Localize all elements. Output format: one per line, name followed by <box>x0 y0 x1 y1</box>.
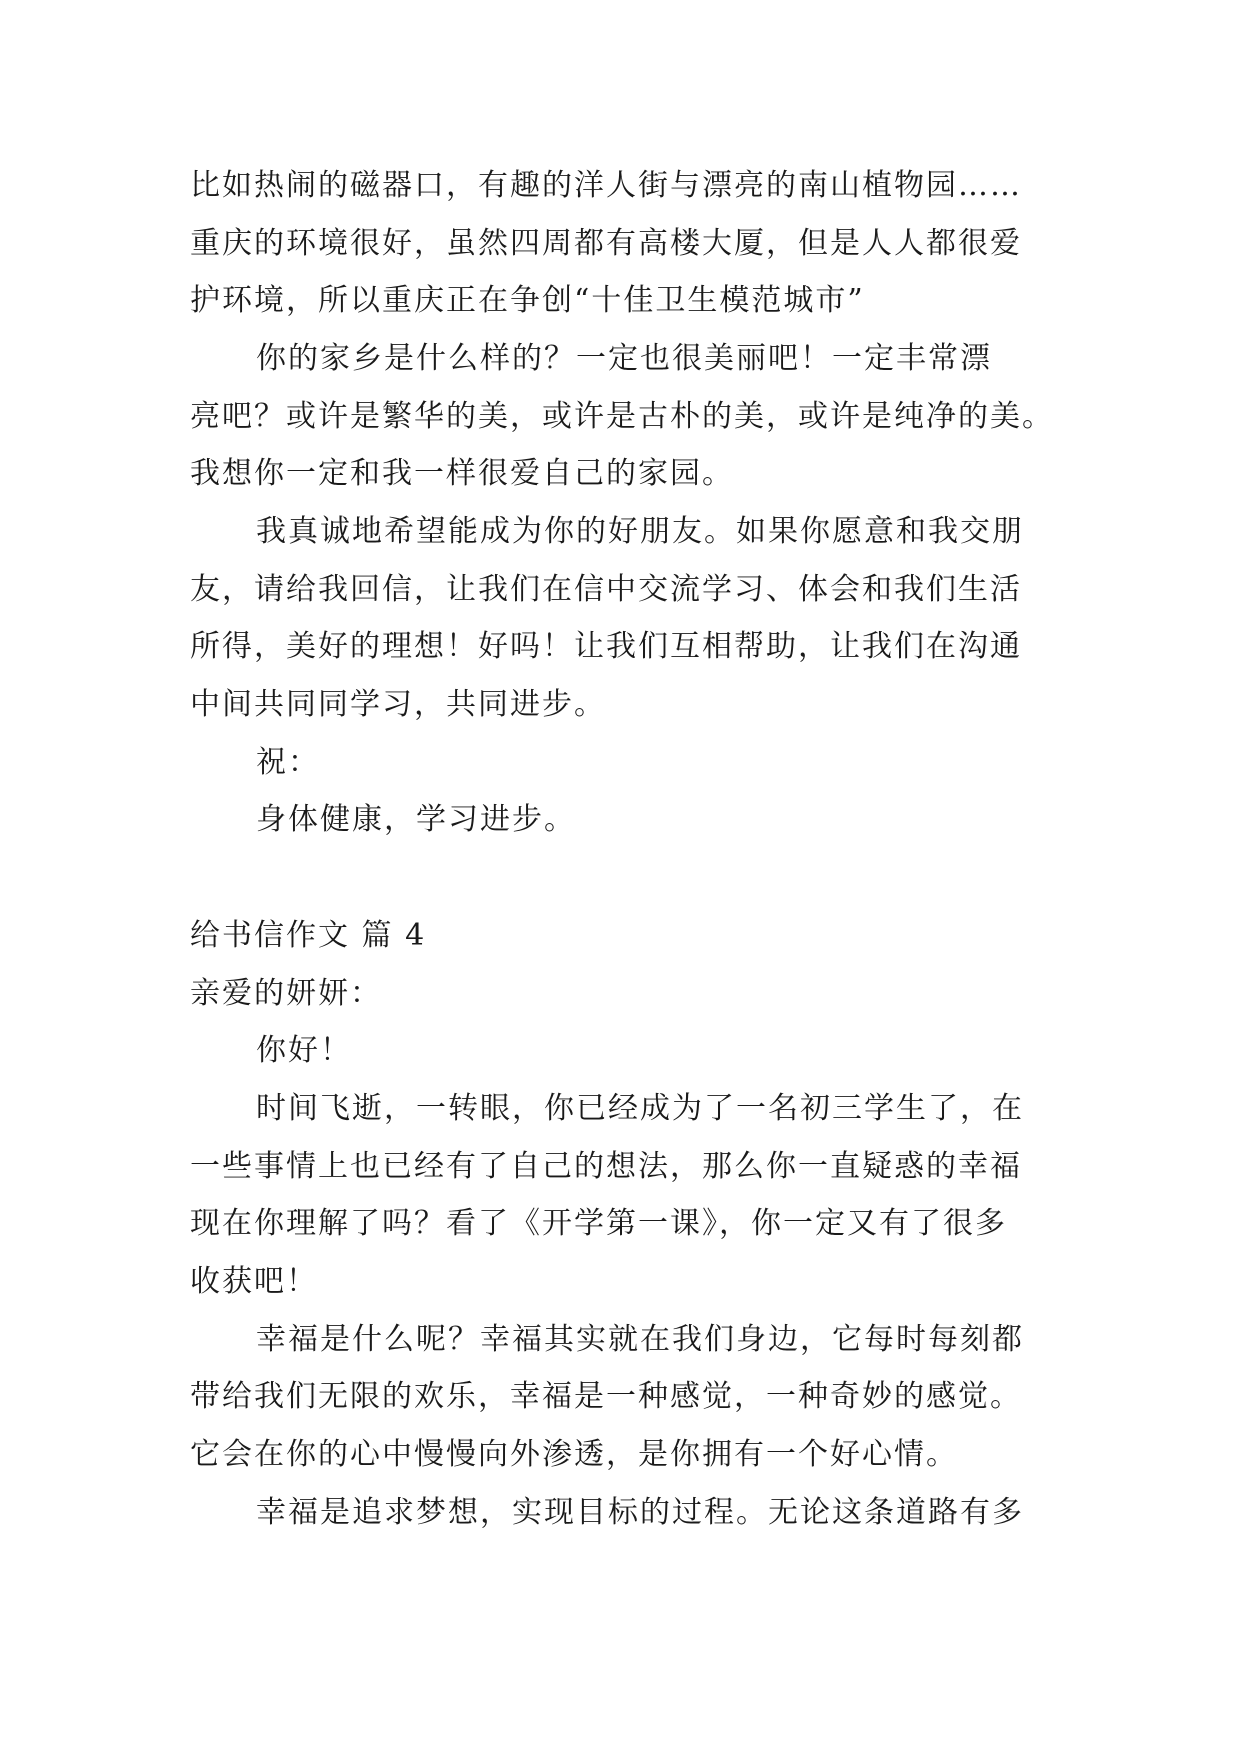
paragraph-start-line: 时间飞逝，一转眼，你已经成为了一名初三学生了，在 <box>256 1091 1024 1126</box>
text-line: 它会在你的心中慢慢向外渗透，是你拥有一个好心情。 <box>190 1437 958 1472</box>
text-line: 一些事情上也已经有了自己的想法，那么你一直疑惑的幸福 <box>190 1149 1022 1184</box>
text-line: 收获吧！ <box>190 1264 318 1299</box>
text-line: 友，请给我回信，让我们在信中交流学习、体会和我们生活 <box>190 572 1022 607</box>
greeting-line: 你好！ <box>256 1033 352 1068</box>
closing-greeting: 祝： <box>256 745 320 780</box>
text-line: 中间共同同学习，共同进步。 <box>190 687 606 722</box>
text-line: 所得，美好的理想！好吗！让我们互相帮助，让我们在沟通 <box>190 629 1022 664</box>
section-heading: 给书信作文 篇 4 <box>190 918 427 953</box>
salutation: 亲爱的妍妍： <box>190 976 382 1011</box>
paragraph-start-line: 我真诚地希望能成为你的好朋友。如果你愿意和我交朋 <box>256 514 1024 549</box>
text-line: 带给我们无限的欢乐，幸福是一种感觉，一种奇妙的感觉。 <box>190 1379 1022 1414</box>
paragraph-start-line: 幸福是追求梦想，实现目标的过程。无论这条道路有多 <box>256 1495 1024 1530</box>
paragraph-start-line: 幸福是什么呢？幸福其实就在我们身边，它每时每刻都 <box>256 1322 1024 1357</box>
paragraph-start-line: 你的家乡是什么样的？一定也很美丽吧！一定丰常漂 <box>256 341 992 376</box>
closing-wish: 身体健康，学习进步。 <box>256 802 576 837</box>
text-line: 比如热闹的磁器口，有趣的洋人街与漂亮的南山植物园…… <box>190 168 1022 203</box>
text-line: 重庆的环境很好，虽然四周都有高楼大厦，但是人人都很爱 <box>190 226 1022 261</box>
text-line: 护环境，所以重庆正在争创“十佳卫生模范城市” <box>190 283 865 318</box>
text-line: 亮吧？或许是繁华的美，或许是古朴的美，或许是纯净的美。 <box>190 399 1054 434</box>
text-line: 我想你一定和我一样很爱自己的家园。 <box>190 456 734 491</box>
text-line: 现在你理解了吗？看了《开学第一课》，你一定又有了很多 <box>190 1206 1007 1241</box>
